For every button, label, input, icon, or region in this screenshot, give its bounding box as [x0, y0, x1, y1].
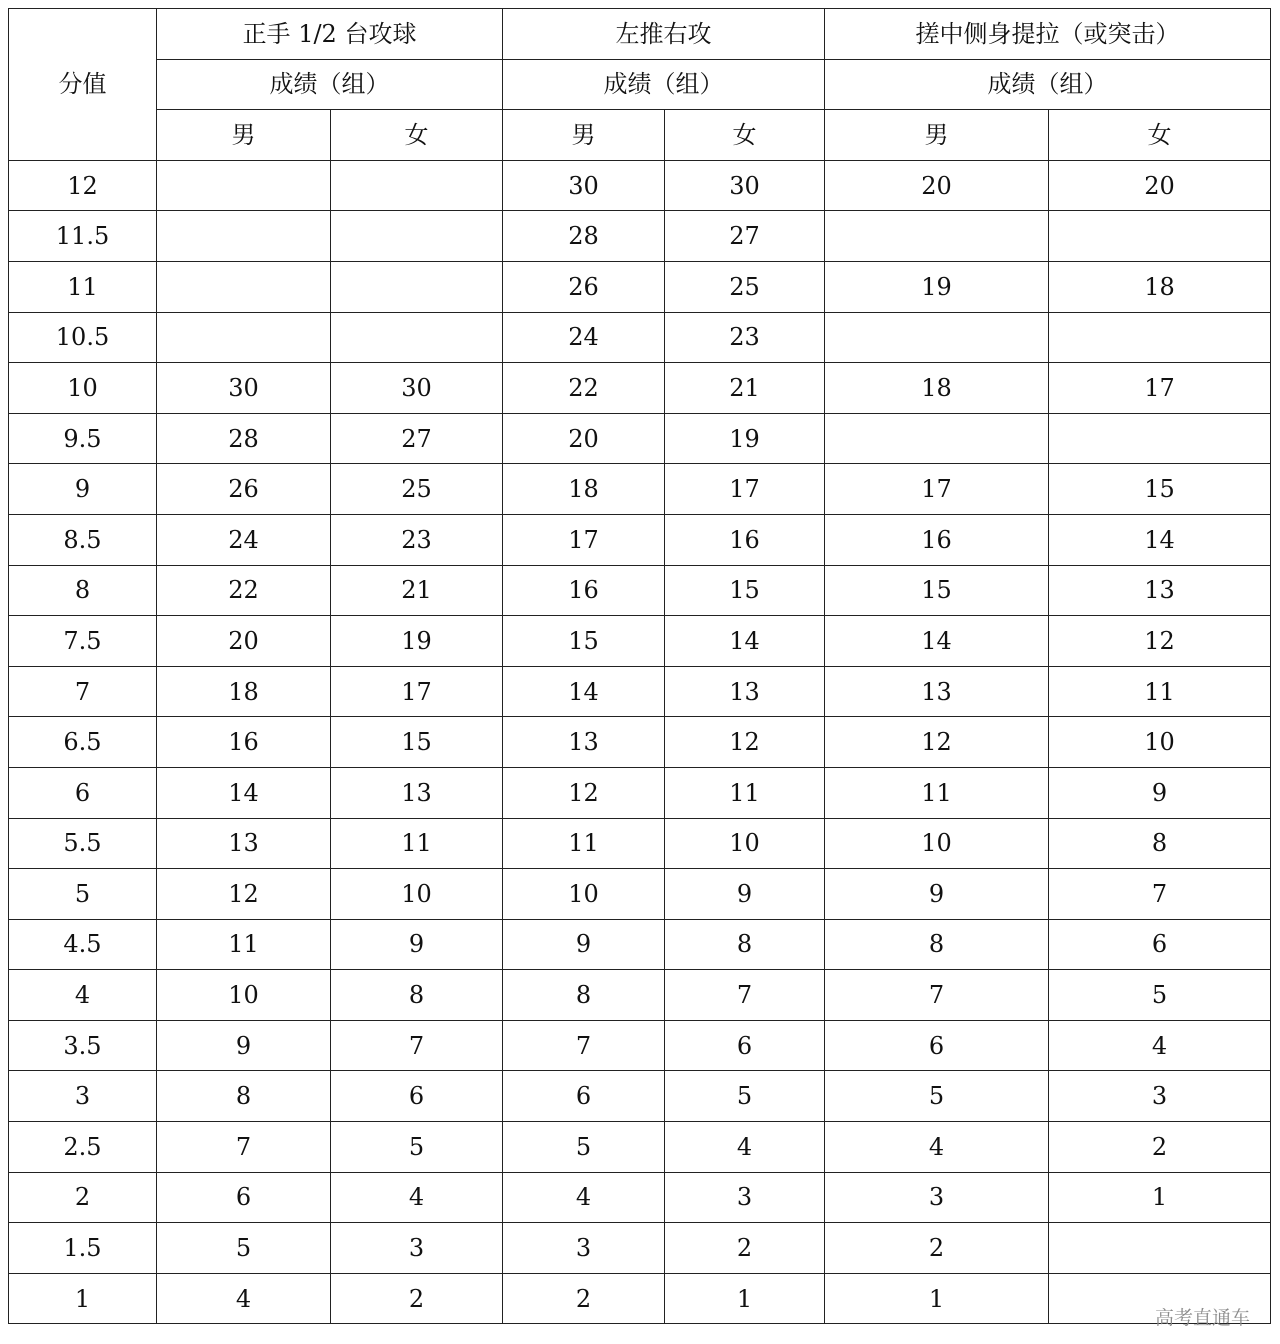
table-row: [9, 818, 1271, 869]
value-cell: 12: [157, 869, 331, 920]
value-cell: 11: [1049, 666, 1271, 717]
value-cell: 28: [503, 211, 665, 262]
value-cell: 19: [331, 616, 503, 667]
value-cell: 14: [503, 666, 665, 717]
header-event-3: 搓中侧身提拉（或突击）: [825, 9, 1271, 60]
score-cell: 11: [9, 261, 157, 312]
table-row: [9, 767, 1271, 818]
score-cell: 10: [9, 363, 157, 414]
table-row: [9, 413, 1271, 464]
value-cell: 17: [825, 464, 1049, 515]
value-cell: 27: [331, 413, 503, 464]
value-cell: 4: [157, 1273, 331, 1324]
table-row: [9, 1223, 1271, 1274]
value-cell: 15: [665, 565, 825, 616]
value-cell: [331, 211, 503, 262]
value-cell: 8: [1049, 818, 1271, 869]
value-cell: 18: [157, 666, 331, 717]
value-cell: 14: [665, 616, 825, 667]
table-header: [9, 9, 1271, 161]
table-row: [9, 1172, 1271, 1223]
value-cell: 5: [157, 1223, 331, 1274]
value-cell: 5: [1049, 970, 1271, 1021]
value-cell: 4: [331, 1172, 503, 1223]
value-cell: 6: [331, 1071, 503, 1122]
table-row: [9, 211, 1271, 262]
value-cell: 17: [1049, 363, 1271, 414]
score-cell: 3.5: [9, 1020, 157, 1071]
value-cell: 10: [665, 818, 825, 869]
value-cell: 23: [331, 514, 503, 565]
header-row-result: [9, 59, 1271, 110]
value-cell: 13: [331, 767, 503, 818]
header-result-3: 成绩（组）: [825, 59, 1271, 110]
value-cell: 7: [1049, 869, 1271, 920]
value-cell: 26: [503, 261, 665, 312]
value-cell: 2: [665, 1223, 825, 1274]
table-row: [9, 464, 1271, 515]
value-cell: 3: [665, 1172, 825, 1223]
header-female-3: 女: [1049, 110, 1271, 161]
value-cell: 24: [503, 312, 665, 363]
header-event-1: 正手 1/2 台攻球: [157, 9, 503, 60]
value-cell: [1049, 312, 1271, 363]
header-male-2: 男: [503, 110, 665, 161]
score-cell: 8: [9, 565, 157, 616]
value-cell: 20: [825, 160, 1049, 211]
value-cell: 11: [665, 767, 825, 818]
value-cell: 22: [157, 565, 331, 616]
value-cell: 3: [1049, 1071, 1271, 1122]
value-cell: 18: [1049, 261, 1271, 312]
value-cell: 9: [825, 869, 1049, 920]
value-cell: 13: [665, 666, 825, 717]
table-row: [9, 616, 1271, 667]
score-cell: 2.5: [9, 1122, 157, 1173]
value-cell: 4: [503, 1172, 665, 1223]
value-cell: 30: [157, 363, 331, 414]
score-cell: 6: [9, 767, 157, 818]
value-cell: 1: [825, 1273, 1049, 1324]
score-cell: 1.5: [9, 1223, 157, 1274]
value-cell: 12: [1049, 616, 1271, 667]
value-cell: 15: [1049, 464, 1271, 515]
table-row: [9, 1020, 1271, 1071]
score-cell: 4.5: [9, 919, 157, 970]
value-cell: 6: [503, 1071, 665, 1122]
value-cell: 9: [157, 1020, 331, 1071]
score-table: [8, 8, 1271, 1324]
table-row: [9, 1273, 1271, 1324]
value-cell: 11: [157, 919, 331, 970]
value-cell: 4: [825, 1122, 1049, 1173]
value-cell: 7: [665, 970, 825, 1021]
value-cell: 10: [1049, 717, 1271, 768]
header-female-1: 女: [331, 110, 503, 161]
watermark: 高考直通车: [1154, 1307, 1250, 1329]
header-result-2: 成绩（组）: [503, 59, 825, 110]
value-cell: 5: [503, 1122, 665, 1173]
table-row: [9, 363, 1271, 414]
value-cell: 3: [825, 1172, 1049, 1223]
value-cell: 6: [1049, 919, 1271, 970]
value-cell: 1: [1049, 1172, 1271, 1223]
value-cell: [825, 312, 1049, 363]
score-cell: 12: [9, 160, 157, 211]
value-cell: 11: [503, 818, 665, 869]
value-cell: [331, 160, 503, 211]
score-cell: 11.5: [9, 211, 157, 262]
value-cell: 8: [157, 1071, 331, 1122]
score-cell: 7.5: [9, 616, 157, 667]
value-cell: 9: [1049, 767, 1271, 818]
value-cell: 3: [331, 1223, 503, 1274]
value-cell: [1049, 1223, 1271, 1274]
value-cell: 20: [503, 413, 665, 464]
value-cell: 10: [331, 869, 503, 920]
value-cell: [331, 312, 503, 363]
value-cell: 27: [665, 211, 825, 262]
value-cell: 16: [157, 717, 331, 768]
header-male-1: 男: [157, 110, 331, 161]
value-cell: 8: [665, 919, 825, 970]
value-cell: [157, 312, 331, 363]
value-cell: 8: [825, 919, 1049, 970]
value-cell: 4: [665, 1122, 825, 1173]
table-row: [9, 160, 1271, 211]
value-cell: 23: [665, 312, 825, 363]
value-cell: 21: [665, 363, 825, 414]
value-cell: 11: [825, 767, 1049, 818]
value-cell: 14: [157, 767, 331, 818]
value-cell: 6: [157, 1172, 331, 1223]
value-cell: 12: [665, 717, 825, 768]
score-cell: 4: [9, 970, 157, 1021]
table-row: [9, 261, 1271, 312]
table-row: [9, 869, 1271, 920]
score-cell: 7: [9, 666, 157, 717]
value-cell: 6: [665, 1020, 825, 1071]
value-cell: 12: [503, 767, 665, 818]
table-row: [9, 1071, 1271, 1122]
table-row: [9, 565, 1271, 616]
value-cell: 19: [825, 261, 1049, 312]
score-cell: 5: [9, 869, 157, 920]
value-cell: 19: [665, 413, 825, 464]
value-cell: 18: [503, 464, 665, 515]
value-cell: 5: [665, 1071, 825, 1122]
value-cell: [825, 211, 1049, 262]
value-cell: 30: [665, 160, 825, 211]
value-cell: 7: [331, 1020, 503, 1071]
score-cell: 3: [9, 1071, 157, 1122]
value-cell: 3: [503, 1223, 665, 1274]
score-cell: 9.5: [9, 413, 157, 464]
value-cell: 11: [331, 818, 503, 869]
table-row: [9, 514, 1271, 565]
table-row: [9, 919, 1271, 970]
value-cell: [157, 160, 331, 211]
value-cell: 28: [157, 413, 331, 464]
header-event-2: 左推右攻: [503, 9, 825, 60]
value-cell: 9: [331, 919, 503, 970]
value-cell: 30: [331, 363, 503, 414]
score-cell: 6.5: [9, 717, 157, 768]
value-cell: 14: [1049, 514, 1271, 565]
value-cell: 17: [331, 666, 503, 717]
score-cell: 2: [9, 1172, 157, 1223]
score-cell: 8.5: [9, 514, 157, 565]
value-cell: 25: [331, 464, 503, 515]
value-cell: 15: [503, 616, 665, 667]
value-cell: 20: [1049, 160, 1271, 211]
score-cell: 9: [9, 464, 157, 515]
value-cell: 4: [1049, 1020, 1271, 1071]
header-row-gender: [9, 110, 1271, 161]
value-cell: 26: [157, 464, 331, 515]
value-cell: 13: [825, 666, 1049, 717]
value-cell: 7: [157, 1122, 331, 1173]
value-cell: 15: [331, 717, 503, 768]
header-row-events: [9, 9, 1271, 60]
header-male-3: 男: [825, 110, 1049, 161]
value-cell: 7: [503, 1020, 665, 1071]
table-row: [9, 666, 1271, 717]
value-cell: 9: [665, 869, 825, 920]
value-cell: 1: [665, 1273, 825, 1324]
value-cell: [1049, 413, 1271, 464]
value-cell: [331, 261, 503, 312]
value-cell: [1049, 211, 1271, 262]
value-cell: [825, 413, 1049, 464]
table-row: [9, 970, 1271, 1021]
value-cell: 8: [503, 970, 665, 1021]
value-cell: 21: [331, 565, 503, 616]
value-cell: 25: [665, 261, 825, 312]
value-cell: 2: [825, 1223, 1049, 1274]
value-cell: 7: [825, 970, 1049, 1021]
score-cell: 10.5: [9, 312, 157, 363]
value-cell: 22: [503, 363, 665, 414]
value-cell: 16: [825, 514, 1049, 565]
value-cell: 15: [825, 565, 1049, 616]
header-result-1: 成绩（组）: [157, 59, 503, 110]
value-cell: 17: [665, 464, 825, 515]
value-cell: 10: [157, 970, 331, 1021]
header-female-2: 女: [665, 110, 825, 161]
header-score: 分值: [9, 9, 157, 161]
value-cell: 6: [825, 1020, 1049, 1071]
table-row: [9, 717, 1271, 768]
value-cell: 13: [503, 717, 665, 768]
value-cell: 13: [157, 818, 331, 869]
value-cell: 2: [503, 1273, 665, 1324]
value-cell: 20: [157, 616, 331, 667]
value-cell: 2: [1049, 1122, 1271, 1173]
value-cell: 5: [331, 1122, 503, 1173]
value-cell: 2: [331, 1273, 503, 1324]
value-cell: 16: [503, 565, 665, 616]
score-cell: 5.5: [9, 818, 157, 869]
score-cell: 1: [9, 1273, 157, 1324]
value-cell: 10: [503, 869, 665, 920]
value-cell: 24: [157, 514, 331, 565]
value-cell: [157, 211, 331, 262]
value-cell: 9: [503, 919, 665, 970]
value-cell: 12: [825, 717, 1049, 768]
value-cell: 8: [331, 970, 503, 1021]
value-cell: [157, 261, 331, 312]
value-cell: 13: [1049, 565, 1271, 616]
value-cell: 30: [503, 160, 665, 211]
table-row: [9, 312, 1271, 363]
table-row: [9, 1122, 1271, 1173]
value-cell: 17: [503, 514, 665, 565]
value-cell: 14: [825, 616, 1049, 667]
value-cell: 18: [825, 363, 1049, 414]
table-body: [9, 160, 1271, 1324]
value-cell: 5: [825, 1071, 1049, 1122]
value-cell: 16: [665, 514, 825, 565]
value-cell: 10: [825, 818, 1049, 869]
